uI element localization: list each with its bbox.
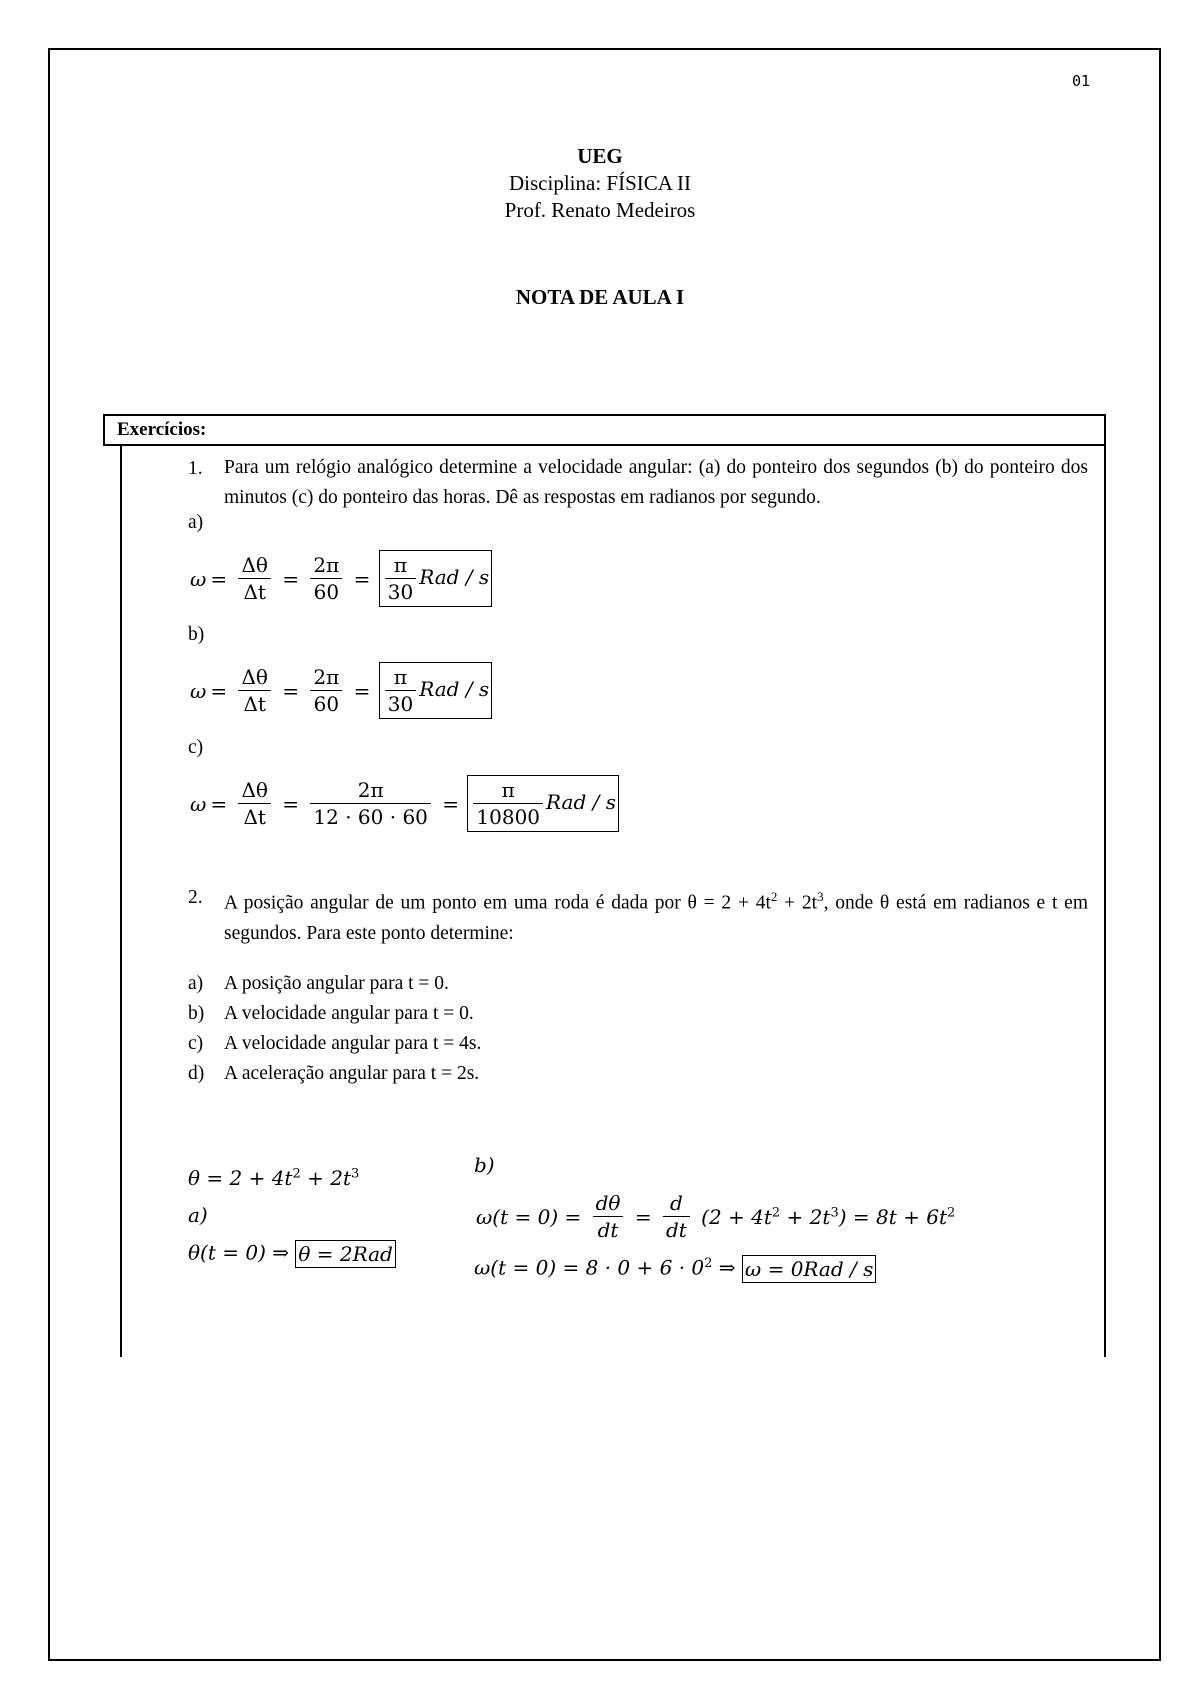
q1-text: Para um relógio analógico determine a velocidade angular: (a) do ponteiro dos segundos (b) do ponteiro dos minutos (c) do ponteiro das horas. Dê as respostas em radianos por segundo. — [224, 457, 1088, 508]
q2-solution-b-derivative: ω(t = 0) = $\frac{d\theta}{dt}$ = $\frac{d}{dt}$ $(2 + 4t^2 + 2t^3) = 8t + 6t^2$ — [476, 1191, 956, 1242]
q2-answer-a: θ = 2Rad — [295, 1240, 395, 1268]
q1-equation-a: ω = $\frac{\Delta\theta}{\Delta t}$ = $\frac{2\pi}{60}$ = $\frac{\pi}{30}$ Rad / s — [188, 550, 492, 607]
section-right-border — [1104, 446, 1106, 1357]
q2-solution-a-label: a) — [188, 1203, 208, 1227]
q2-text: A posição angular de um ponto em uma roda é dada por $\theta = 2 + 4t^2 + 2t^3$, onde θ está em radianos e t em segundos. Para este ponto determine: — [224, 889, 1088, 944]
q1-label-b: b) — [188, 624, 205, 645]
q1-equation-c: ω = $\frac{\Delta\theta}{\Delta t}$ = $\frac{2\pi}{12 \cdot 60 \cdot 60}$ = $\frac{\pi}{10800}$ Rad / s — [188, 775, 619, 832]
q2-item-label: a) — [188, 973, 204, 994]
q2-item-text: A velocidade angular para t = 4s. — [224, 1033, 482, 1054]
section-heading: Exercícios: — [103, 414, 1106, 446]
q2-solution-b-value: $\omega(t = 0) = 8 \cdot 0 + 6 \cdot 0^2$ ⇒ ω = 0Rad / s — [474, 1255, 876, 1283]
document-header — [0, 143, 1200, 224]
q1-number: 1. — [188, 458, 203, 479]
q2-item-label: d) — [188, 1063, 205, 1084]
page-number: 01 — [1072, 72, 1091, 90]
q2-solution-a: θ(t = 0) ⇒ θ = 2Rad — [188, 1240, 396, 1268]
q2-solution-b-label: b) — [474, 1153, 495, 1177]
q1-label-a: a) — [188, 512, 204, 533]
q1-answer-a: $\frac{\pi}{30}$ Rad / s — [379, 550, 492, 607]
q2-item-text: A aceleração angular para t = 2s. — [224, 1063, 480, 1084]
q1-answer-b: $\frac{\pi}{30}$ Rad / s — [379, 662, 492, 719]
q2-item-text: A velocidade angular para t = 0. — [224, 1003, 474, 1024]
discipline: Disciplina: FÍSICA II — [509, 171, 691, 195]
section-left-border — [120, 446, 122, 1357]
q2-item-text: A posição angular para t = 0. — [224, 973, 449, 994]
q2-number: 2. — [188, 887, 203, 908]
q1-equation-b: ω = $\frac{\Delta\theta}{\Delta t}$ = $\frac{2\pi}{60}$ = $\frac{\pi}{30}$ Rad / s — [188, 662, 492, 719]
page-title: NOTA DE AULA I — [515, 285, 685, 309]
q2-item-label: c) — [188, 1033, 204, 1054]
q1-answer-c: $\frac{\pi}{10800}$ Rad / s — [467, 775, 619, 832]
professor: Prof. Renato Medeiros — [504, 198, 696, 222]
q1-label-c: c) — [188, 737, 204, 758]
institution: UEG — [577, 144, 623, 168]
q2-answer-b: ω = 0Rad / s — [742, 1255, 876, 1283]
q2-item-label: b) — [188, 1003, 205, 1024]
q2-solution-theta: $\theta = 2 + 4t^2 + 2t^3$ — [188, 1166, 360, 1190]
